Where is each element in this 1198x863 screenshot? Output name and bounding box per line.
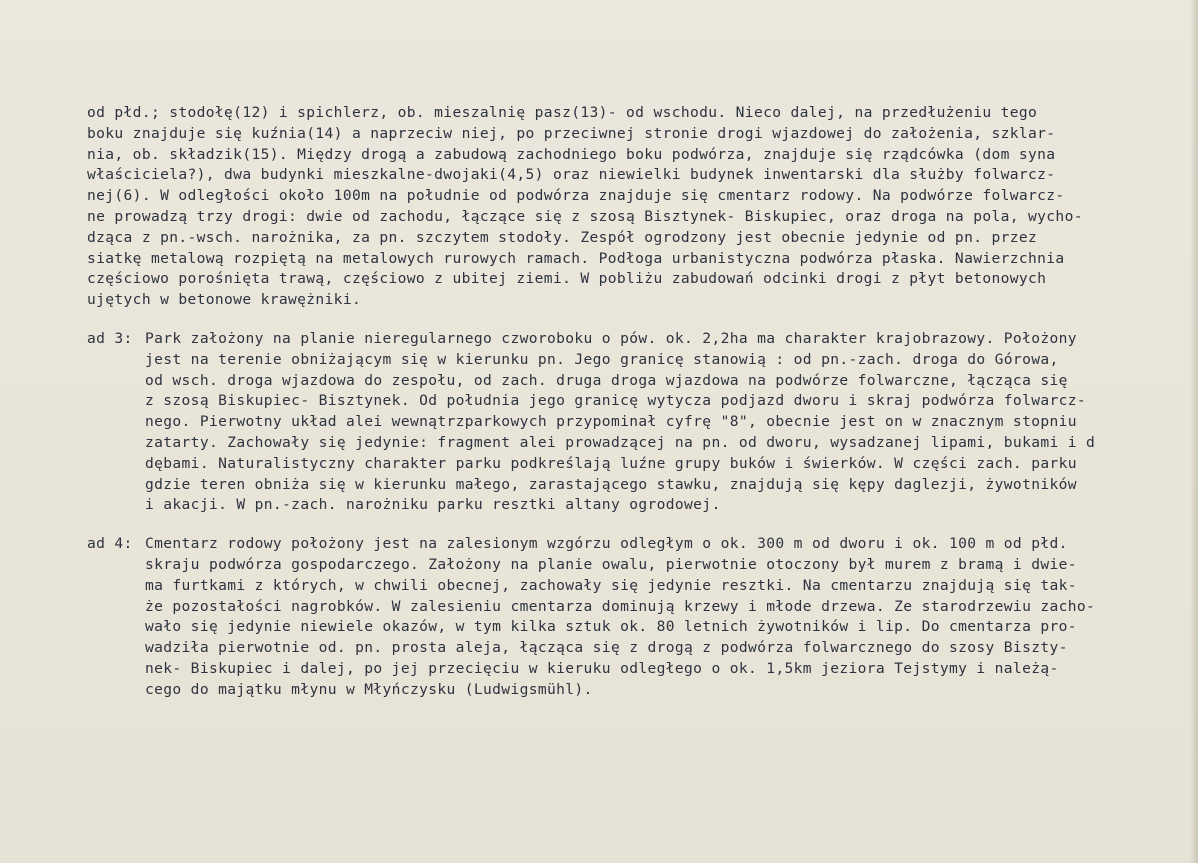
text-line: wadziła pierwotnie od. pn. prosta aleja, łącząca się z drogą z podwórza folwarcznego do szosy Biszty-: [145, 639, 1068, 657]
section-label: ad 3:: [87, 329, 133, 347]
text-line: Cmentarz rodowy położony jest na zalesionym wzgórzu odległym o ok. 300 m od dworu i ok. 100 m od płd.: [145, 535, 1068, 553]
text-line: z szosą Biskupiec- Bisztynek. Od południa jego granicę wytycza podjazd dworu i skraj podwórza folwarcz-: [145, 392, 1087, 410]
text-line: ma furtkami z których, w chwili obecnej, zachowały się jedynie resztki. Na cmentarzu znajdują się tak-: [145, 576, 1077, 594]
text-line: nia, ob. składzik(15). Między drogą a zabudową zachodniego boku podwórza, znajduje się rządcówka (dom syna: [87, 145, 1056, 163]
text-line: ujętych w betonowe krawężniki.: [87, 291, 362, 309]
text-line: skraju podwórza gospodarczego. Założony na planie owalu, pierwotnie otoczony był murem z bramą i dwie-: [145, 555, 1077, 573]
text-line: boku znajduje się kuźnia(14) a naprzeciw niej, po przeciwnej stronie drogi wjazdowej do założenia, szklar-: [87, 124, 1056, 142]
text-line: nek- Biskupiec i dalej, po jej przecięciu w kieruku odległego o ok. 1,5km jeziora Tejstymy i należą-: [145, 659, 1059, 677]
section-ad-3: [87, 329, 1177, 516]
document-body: [87, 103, 1177, 701]
text-line: gdzie teren obniża się w kierunku małego, zarastającego stawku, znajdują się kępy daglezji, żywotników: [145, 475, 1077, 493]
section-label: ad 4:: [87, 535, 133, 553]
text-line: dębami. Naturalistyczny charakter parku podkreślają luźne grupy buków i świerków. W części zach. parku: [145, 454, 1077, 472]
text-line: jest na terenie obniżającym się w kierunku pn. Jego granicę stanowią : od pn.-zach. droga do Górowa,: [145, 350, 1059, 368]
section-ad-4: [87, 534, 1177, 700]
text-line: ne prowadzą trzy drogi: dwie od zachodu, łączące się z szosą Bisztynek- Biskupiec, oraz droga na pola, wycho-: [87, 207, 1083, 225]
text-line: od płd.; stodołę(12) i spichlerz, ob. mieszalnię pasz(13)- od wschodu. Nieco dalej, na przedłużeniu tego: [87, 104, 1038, 121]
text-line: Park założony na planie nieregularnego czworoboku o pów. ok. 2,2ha ma charakter krajobrazowy. Położony: [145, 329, 1077, 347]
text-line: że pozostałości nagrobków. W zalesieniu cmentarza dominują krzewy i młode drzewa. Ze starodrzewiu zacho-: [145, 597, 1096, 615]
text-line: dząca z pn.-wsch. narożnika, za pn. szczytem stodoły. Zespół ogrodzony jest obecnie jedynie od pn. przez: [87, 228, 1038, 246]
intro-paragraph: [87, 103, 1177, 311]
text-line: nej(6). W odległości około 100m na południe od podwórza znajduje się cmentarz rodowy. Na podwórze folwarcz-: [87, 187, 1065, 205]
text-line: właściciela?), dwa budynki mieszkalne-dwojaki(4,5) oraz niewielki budynek inwentarski dla służby folwarcz-: [87, 166, 1056, 184]
text-line: nego. Pierwotny układ alei wewnątrzparkowych przypominał cyfrę "8", obecnie jest on w znacznym stopniu: [145, 413, 1077, 431]
text-line: siatkę metalową rozpiętą na metalowych rurowych ramach. Podłoga urbanistyczna podwórza płaska. Nawierzchnia: [87, 249, 1065, 267]
text-line: cego do majątku młynu w Młyńczysku (Ludwigsmühl).: [145, 680, 593, 698]
text-line: od wsch. droga wjazdowa do zespołu, od zach. druga droga wjazdowa na podwórze folwarczne, łącząca się: [145, 371, 1068, 389]
text-line: i akacji. W pn.-zach. narożniku parku resztki altany ogrodowej.: [145, 496, 721, 514]
text-line: częściowo porośnięta trawą, częściowo z ubitej ziemi. W pobliżu zabudowań odcinki drogi z płyt betonowych: [87, 270, 1047, 288]
text-line: zatarty. Zachowały się jedynie: fragment alei prowadzącej na pn. od dworu, wysadzanej lipami, bukami i d: [145, 433, 1096, 451]
text-line: wało się jedynie niewiele okazów, w tym kilka sztuk ok. 80 letnich żywotników i lip. Do cmentarza pro-: [145, 618, 1077, 636]
